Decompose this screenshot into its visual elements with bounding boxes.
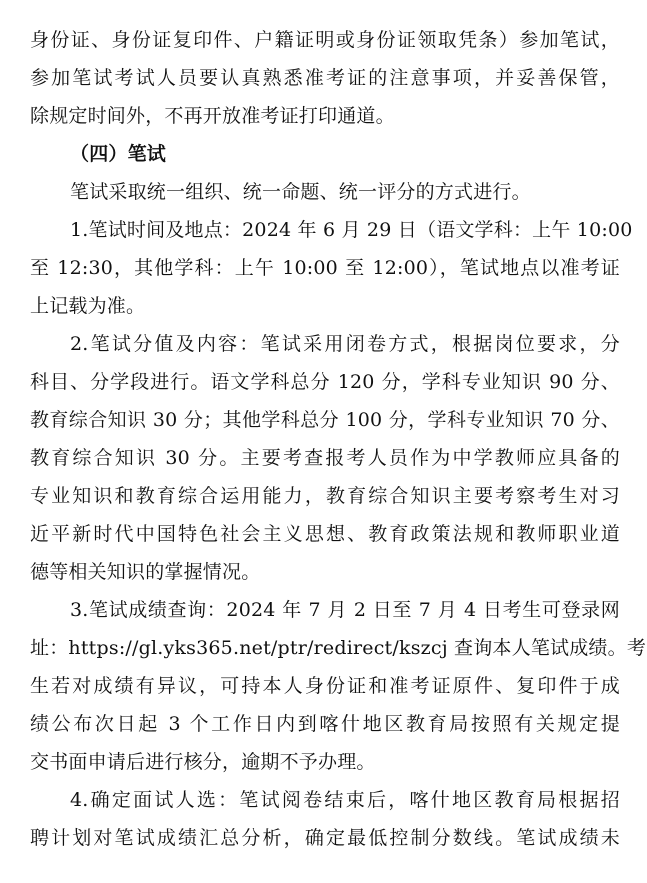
text-line: 德等相关知识的掌握情况。 bbox=[30, 561, 261, 583]
text-line: 1.笔试时间及地点：2024 年 6 月 29 日（语文学科：上午 10:00 bbox=[70, 219, 633, 241]
text-line-with-url: 址：https://gl.yks365.net/ptr/redirect/kszcj 查询本人笔试成绩。考 bbox=[30, 637, 647, 659]
text-line: 参加笔试考试人员要认真熟悉准考证的注意事项，并妥善保管， bbox=[30, 67, 620, 89]
text-line: 4.确定面试人选：笔试阅卷结束后，喀什地区教育局根据招 bbox=[70, 789, 620, 811]
text-line: 至 12:30，其他学科：上午 10:00 至 12:00），笔试地点以准考证 bbox=[30, 257, 620, 279]
text-line: 专业知识和教育综合运用能力，教育综合知识主要考察考生对习 bbox=[30, 485, 620, 507]
text-line: 笔试采取统一组织、统一命题、统一评分的方式进行。 bbox=[70, 181, 531, 203]
text-line: 2.笔试分值及内容：笔试采用闭卷方式，根据岗位要求，分 bbox=[70, 333, 620, 355]
text-line: 除规定时间外，不再开放准考证打印通道。 bbox=[30, 105, 395, 127]
text-line: 3.笔试成绩查询：2024 年 7 月 2 日至 7 月 4 日考生可登录网 bbox=[70, 599, 620, 621]
section-heading: （四）笔试 bbox=[70, 143, 167, 165]
text-line: 身份证、身份证复印件、户籍证明或身份证领取凭条）参加笔试， bbox=[30, 29, 620, 51]
text-line: 教育综合知识 30 分；其他学科总分 100 分，学科专业知识 70 分、 bbox=[30, 409, 620, 431]
text-line: 交书面申请后进行核分，逾期不予办理。 bbox=[30, 751, 376, 773]
text-line: 教育综合知识 30 分。主要考查报考人员作为中学教师应具备的 bbox=[30, 447, 620, 469]
text-line: 科目、分学段进行。语文学科总分 120 分，学科专业知识 90 分、 bbox=[30, 371, 620, 393]
text-line: 聘计划对笔试成绩汇总分析，确定最低控制分数线。笔试成绩未 bbox=[30, 827, 620, 849]
text-line: 生若对成绩有异议，可持本人身份证和准考证原件、复印件于成 bbox=[30, 675, 620, 697]
text-line: 近平新时代中国特色社会主义思想、教育政策法规和教师职业道 bbox=[30, 523, 620, 545]
text-line: 上记载为准。 bbox=[30, 295, 146, 317]
text-line: 绩公布次日起 3 个工作日内到喀什地区教育局按照有关规定提 bbox=[30, 713, 620, 735]
